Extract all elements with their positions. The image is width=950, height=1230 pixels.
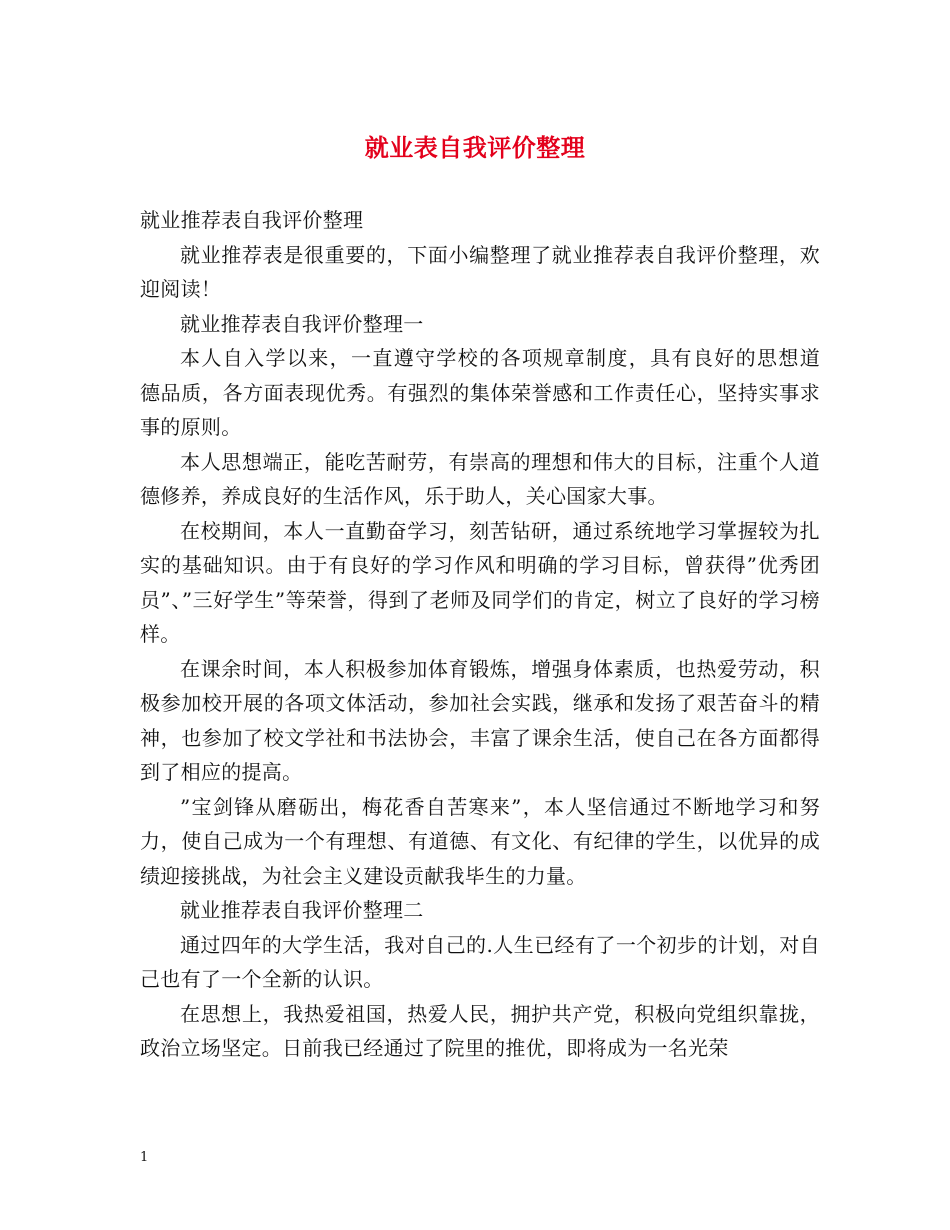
paragraph: 通过四年的大学生活，我对自己的.人生已经有了一个初步的计划，对自己也有了一个全新的认识。 <box>140 932 820 991</box>
document-body <box>140 203 841 1066</box>
paragraph: 本人自入学以来，一直遵守学校的各项规章制度，具有良好的思想道 德品质，各方面表现优秀。有强烈的集体荣誉感和工作责任心，坚持实事求事的原则。 <box>140 346 841 439</box>
paragraph: 在思想上，我热爱祖国，热爱人民，拥护共产党，积极向党组织靠拢，政治立场坚定。日前我已经通过了院里的推优，即将成为一名光荣 <box>140 1001 820 1060</box>
paragraph: 在校期间，本人一直勤奋学习，刻苦钻研，通过系统地学习掌握较为扎实的基础知识。由于有良好的学习作风和明确的学习目标，曾获得”优秀团员”、”三好学生”等荣誉，得到了老师及同学们的肯定，树立了良好的学习榜样。 <box>140 518 820 646</box>
paragraph: 在课余时间，本人积极参加体育锻炼，增强身体素质，也热爱劳动，积极参加校开展的各项文体活动，参加社会实践，继承和发扬了艰苦奋斗的精神，也参加了校文学社和书法协会，丰富了课余生活，使自己在各方面都得到了相应的提高。 <box>140 656 820 784</box>
paragraph: ”宝剑锋从磨砺出，梅花香自苦寒来”，本人坚信通过不断地学习和努力，使自己成为一个有理想、有道德、有文化、有纪律的学生，以优异的成绩迎接挑战，为社会主义建设贡献我毕生的力量。 <box>140 794 820 888</box>
paragraph: 本人思想端正，能吃苦耐劳，有崇高的理想和伟大的目标，注重个人道德修养，养成良好的生活作风，乐于助人，关心国家大事。 <box>140 449 820 508</box>
section-heading: 就业推荐表自我评价整理二 <box>180 898 424 922</box>
document-title: 就业表自我评价整理 <box>364 133 586 162</box>
paragraph: 就业推荐表自我评价整理 <box>140 208 364 232</box>
section-heading: 就业推荐表自我评价整理一 <box>180 311 424 336</box>
paragraph: 就业推荐表是很重要的，下面小编整理了就业推荐表自我评价整理，欢迎阅读！ <box>140 242 820 301</box>
page-number: 1 <box>140 1150 149 1165</box>
